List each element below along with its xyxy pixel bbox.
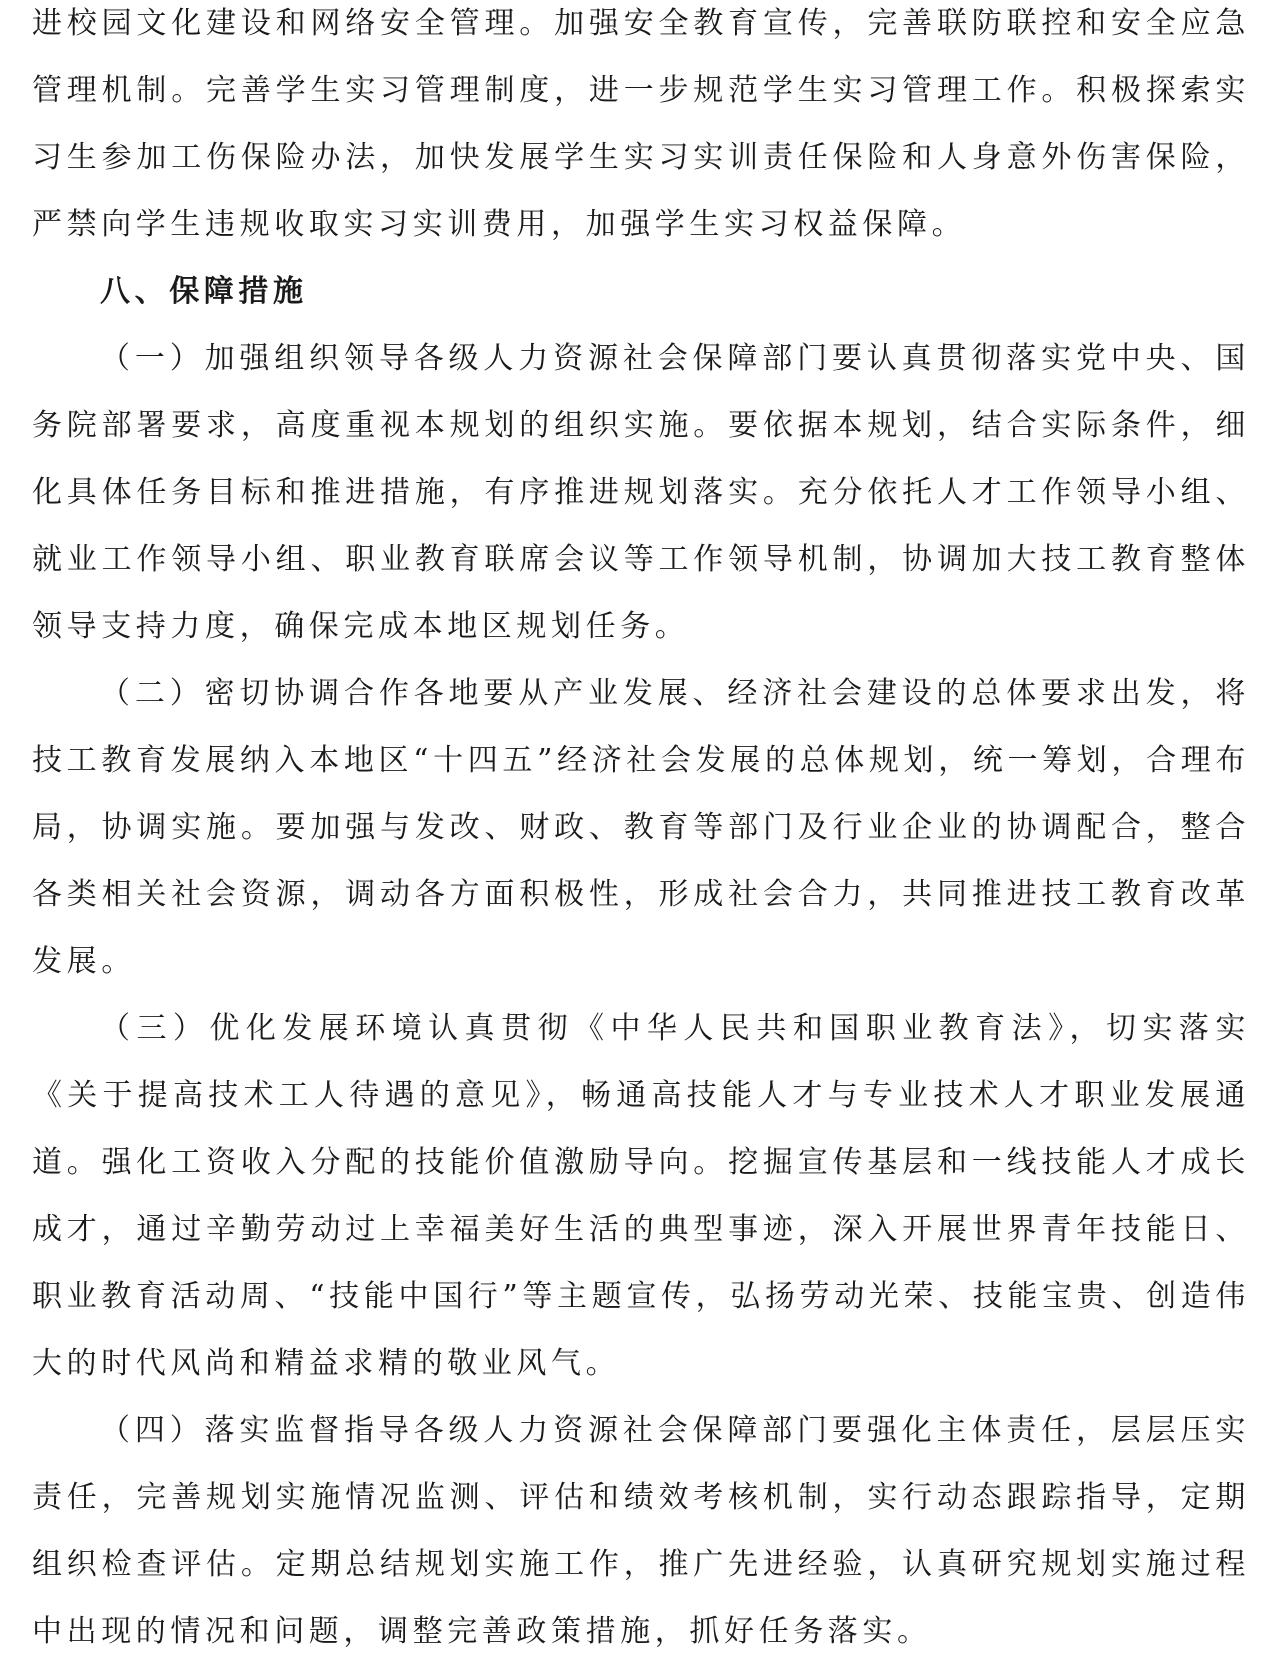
section-heading: 八、保障措施 bbox=[100, 274, 308, 309]
paragraph-development-environment: （三）优化发展环境认真贯彻《中华人民共和国职业教育法》，切实落实《关于提高技术工人待遇的意见》，畅通高技能人才与专业技术人才职业发展通道。强化工资收入分配的技能价值激励导向。挖掘宣传基层和一线技能人才成长成才，通过辛勤劳动过上幸福美好生活的典型事迹，深入开展世界青年技能日、职业教育活动周、“技能中国行”等主题宣传，弘扬劳动光荣、技能宝贵、创造伟大的时代风尚和精益求精的敬业风气。 bbox=[32, 1011, 1250, 1381]
paragraph-supervision-guidance: （四）落实监督指导各级人力资源社会保障部门要强化主体责任，层层压实责任，完善规划实施情况监测、评估和绩效考核机制，实行动态跟踪指导，定期组织检查评估。定期总结规划实施工作，推广先进经验，认真研究规划实施过程中出现的情况和问题，调整完善政策措施，抓好任务落实。 bbox=[32, 1413, 1250, 1649]
paragraph-coordination-cooperation: （二）密切协调合作各地要从产业发展、经济社会建设的总体要求出发，将技工教育发展纳入本地区“十四五”经济社会发展的总体规划，统一筹划，合理布局，协调实施。要加强与发改、财政、教育等部门及行业企业的协调配合，整合各类相关社会资源，调动各方面积极性，形成社会合力，共同推进技工教育改革发展。 bbox=[32, 676, 1250, 979]
intro-paragraph: 进校园文化建设和网络安全管理。加强安全教育宣传，完善联防联控和安全应急管理机制。完善学生实习管理制度，进一步规范学生实习管理工作。积极探索实习生参加工伤保险办法，加快发展学生实习实训责任保险和人身意外伤害保险，严禁向学生违规收取实习实训费用，加强学生实习权益保障。 bbox=[32, 6, 1250, 242]
paragraph-organization-leadership: （一）加强组织领导各级人力资源社会保障部门要认真贯彻落实党中央、国务院部署要求，高度重视本规划的组织实施。要依据本规划，结合实际条件，细化具体任务目标和推进措施，有序推进规划落实。充分依托人才工作领导小组、就业工作领导小组、职业教育联席会议等工作领导机制，协调加大技工教育整体领导支持力度，确保完成本地区规划任务。 bbox=[32, 341, 1250, 644]
